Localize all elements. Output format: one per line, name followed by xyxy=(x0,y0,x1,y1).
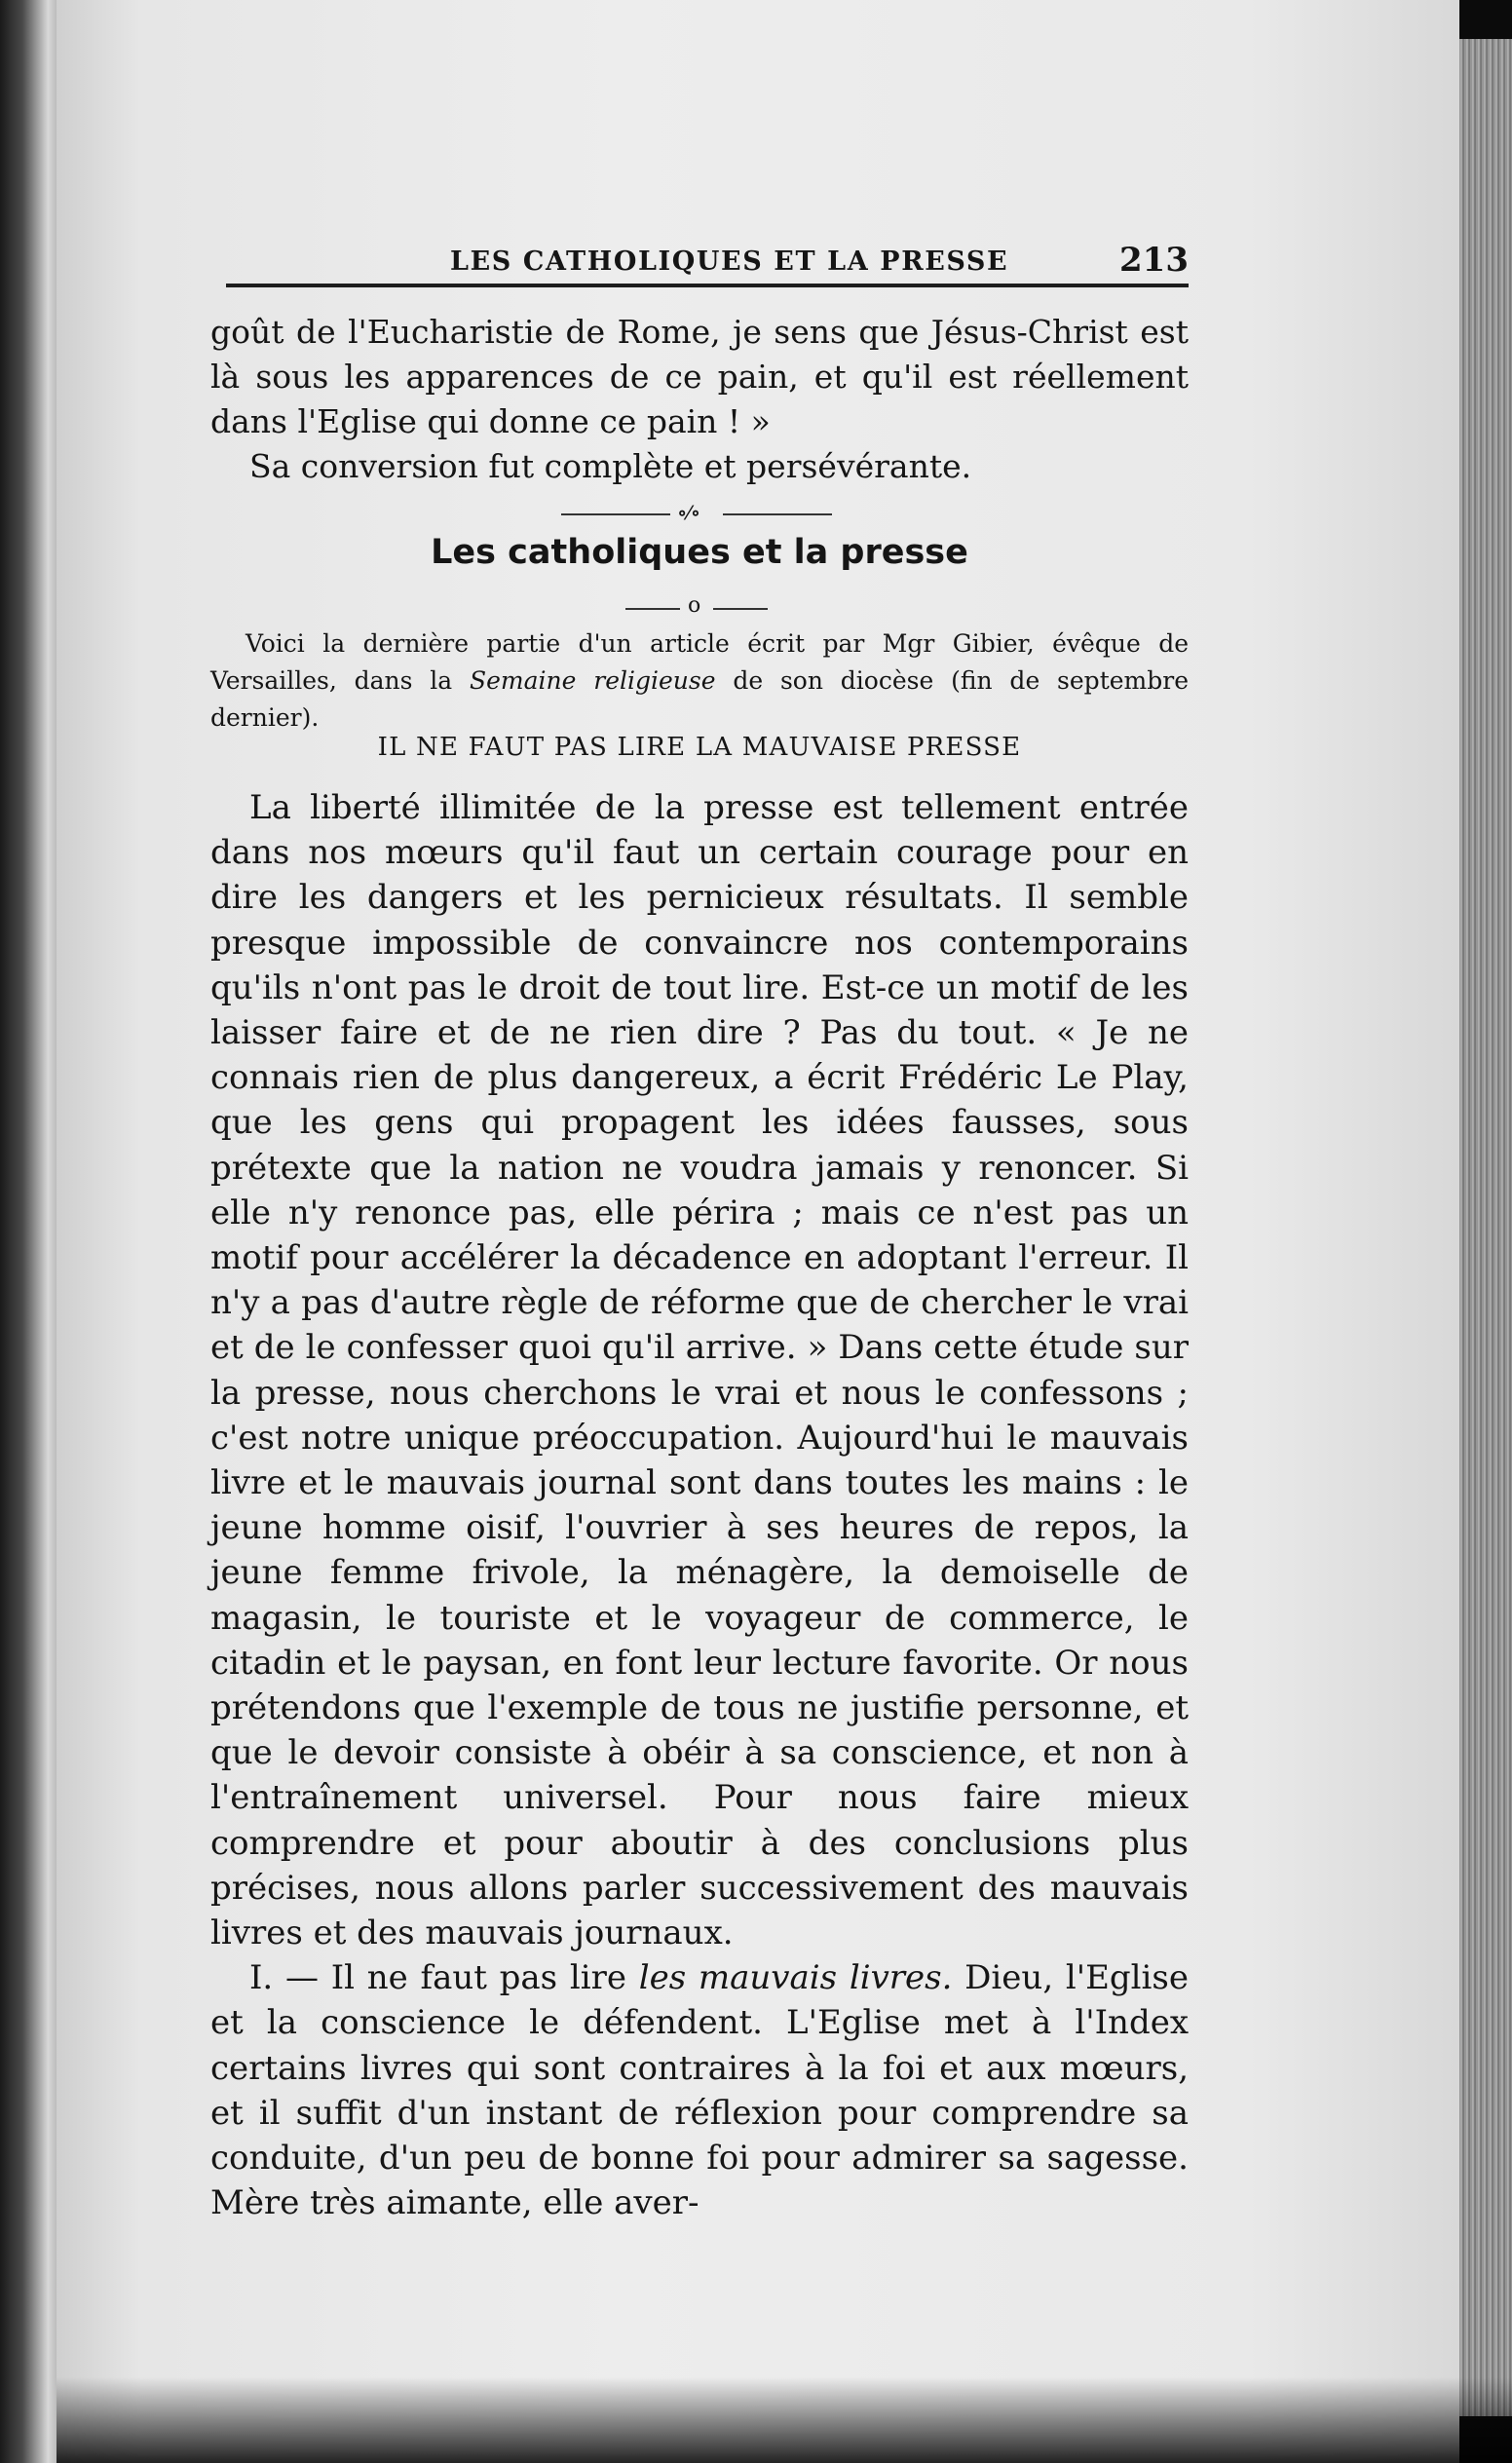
continued-paragraph: goût de l'Eucharistie de Rome, je sens que Jésus-Christ est là sous les apparences de ce pain, et qu'il est réellement dans l'Eglise qui donne ce pain ! » xyxy=(210,313,1189,440)
intro-publication-title: Semaine religieuse xyxy=(470,666,716,695)
small-ornament-line-right xyxy=(713,608,768,610)
small-ornament-mark: o xyxy=(688,593,701,618)
article-paragraph-1: La liberté illimitée de la presse est tellement entrée dans nos mœurs qu'il faut un certain courage pour en dire les dangers et les pernicieux résultats. Il semble presque impossible de convaincre nos contemporains qu'ils n'ont pas le droit de tout lire. Est-ce un motif de les laisser faire et de ne rien dire ? Pas du tout. « Je ne connais rien de plus dangereux, a écrit Frédéric Le Play, que les gens qui propagent les idées fausses, sous prétexte que la nation ne voudra jamais y renoncer. Si elle n'y renonce pas, elle périra ; mais ce n'est pas un motif pour accélérer la décadence en adoptant l'erreur. Il n'y a pas d'autre règle de réforme que de chercher le vrai et de le confesser quoi qu'il arrive. » Dans cette étude sur la presse, nous cherchons le vrai et nous le confessons ; c'est notre unique préoccupation. Aujourd'hui le mauvais livre et le mauvais journal sont dans toutes les mains : le jeune homme oisif, l'ouvrier à ses heures de repos, la jeune femme frivole, la ménagère, la demoiselle de magasin, le touriste et le voyageur de commerce, le citadin et le paysan, en font leur lecture favorite. Or nous prétendons que l'exemple de tous ne justifie personne, et que le devoir consiste à obéir à sa conscience, et non à l'entraînement universel. Pour nous faire mieux comprendre et pour aboutir à des conclusions plus précises, nous allons parler successivement des mauvais livres et des mauvais journaux. xyxy=(210,788,1189,1953)
running-title: LES CATHOLIQUES ET LA PRESSE xyxy=(450,246,1009,277)
paragraph-2-continuation: Dieu, l'Eglise et la conscience le défendent. L'Eglise met à l'Index certains livres qui sont contraires à la foi et aux mœurs, et il suffit d'un instant de réflexion pour comprendre sa conduite, d'un peu de bonne foi pour admirer sa sagesse. Mère très aimante, elle aver- xyxy=(210,1958,1189,2223)
page-number: 213 xyxy=(1119,241,1189,280)
section-ornament xyxy=(561,503,832,526)
paragraph-2-opening: I. — Il ne faut pas lire xyxy=(249,1958,639,1998)
ornament-line-right xyxy=(723,513,832,515)
article-introduction xyxy=(210,625,1189,737)
ornament-mark: ∘⁄∘ xyxy=(677,501,701,524)
adjacent-page-edge xyxy=(0,0,57,2463)
conversion-paragraph: Sa conversion fut complète et persévérante. xyxy=(249,447,972,485)
bottom-shadow xyxy=(57,2377,1512,2463)
article-body xyxy=(210,785,1189,2226)
paragraph-2-italic: les mauvais livres. xyxy=(638,1958,953,1998)
small-ornament xyxy=(625,593,768,620)
article-subheading: IL NE FAUT PAS LIRE LA MAUVAISE PRESSE xyxy=(377,733,1022,762)
section-title: Les catholiques et la presse xyxy=(431,533,968,572)
small-ornament-line-left xyxy=(625,608,680,610)
intro-text-after: de son diocèse (fin de septembre dernier). xyxy=(210,666,1189,732)
page-header xyxy=(226,239,1189,287)
page-stack-edge xyxy=(1459,39,1512,2416)
ornament-line-left xyxy=(561,513,670,515)
header-rule xyxy=(226,284,1189,287)
article-paragraph-2 xyxy=(210,1955,1189,2225)
intro-text-before: Voici la dernière partie d'un article écrit par Mgr Gibier, évêque de Versailles, dans la xyxy=(210,629,1189,695)
